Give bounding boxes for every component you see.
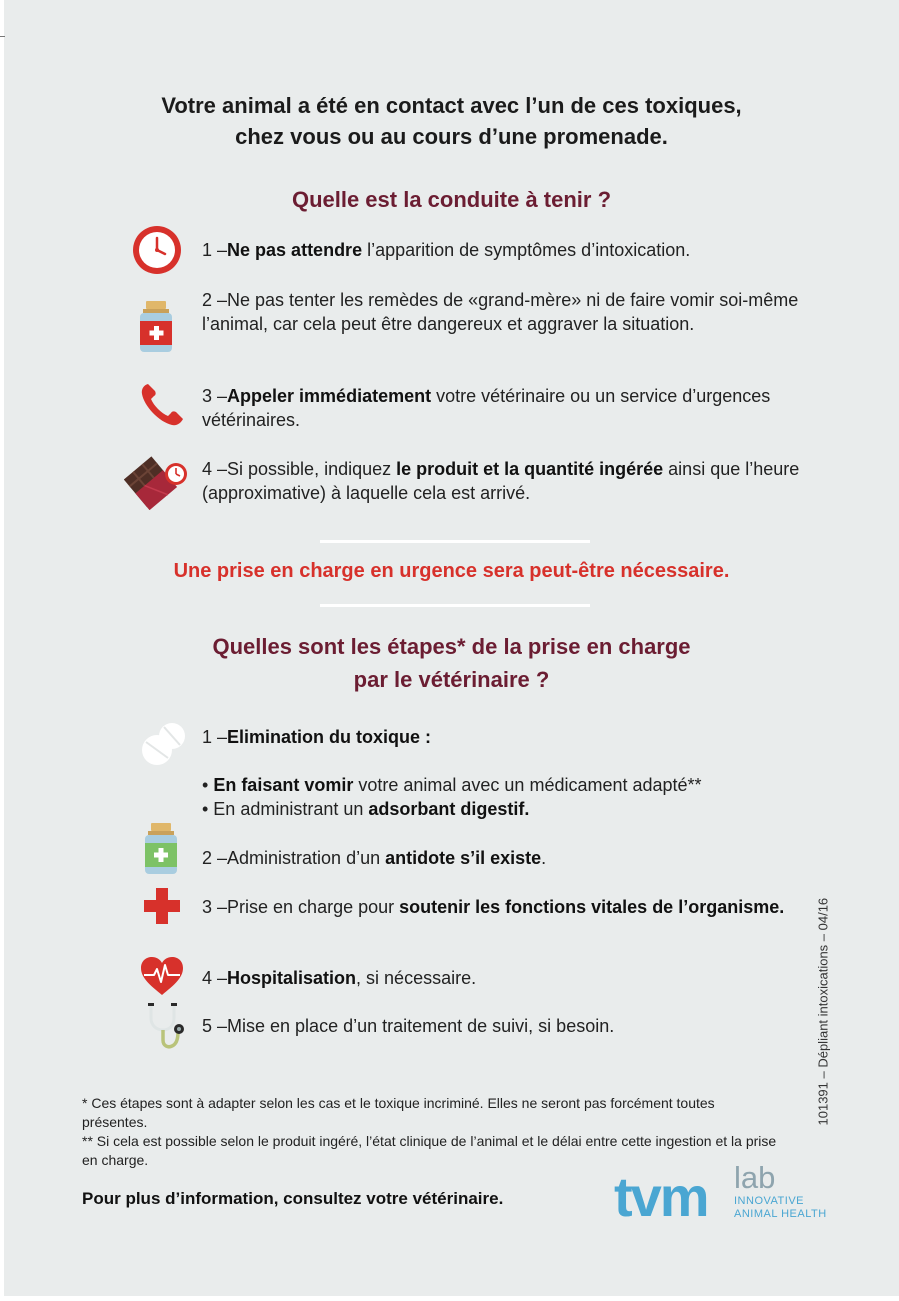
chocolate-clock-icon bbox=[124, 452, 190, 510]
conduct-item-3 bbox=[202, 384, 822, 432]
bullet-1-bold: En faisant vomir bbox=[213, 775, 354, 795]
leaflet-page bbox=[4, 0, 899, 1296]
step-3-bold: soutenir les fonctions vitales de l’organisme. bbox=[399, 897, 785, 917]
red-cross-icon bbox=[144, 888, 180, 924]
item-4-bold: le produit et la quantité ingérée bbox=[396, 459, 664, 479]
step-2-bold: antidote s’il existe bbox=[385, 848, 542, 868]
heartbeat-icon bbox=[140, 956, 184, 996]
logo-lab: lab bbox=[734, 1160, 776, 1195]
section2-title-line-2: par le vétérinaire ? bbox=[353, 667, 550, 692]
antidote-bottle-icon bbox=[143, 823, 179, 875]
item-4-prefix: 4 –Si possible, indiquez bbox=[202, 459, 397, 479]
item-1-bold: Ne pas attendre bbox=[227, 240, 363, 260]
logo-tvm: tvm bbox=[614, 1165, 708, 1228]
conduct-item-4 bbox=[202, 457, 827, 505]
stethoscope-icon bbox=[144, 1002, 190, 1050]
item-3-bold: Appeler immédiatement bbox=[227, 386, 432, 406]
step-3 bbox=[202, 895, 802, 919]
bullet-2-prefix: • En administrant un bbox=[202, 799, 369, 819]
section2-title-line-1: Quelles sont les étapes* de la prise en charge bbox=[212, 634, 691, 659]
urgent-notice: Une prise en charge en urgence sera peut-être nécessaire. bbox=[173, 560, 730, 582]
pills-icon bbox=[140, 722, 188, 766]
divider-bottom bbox=[320, 604, 590, 607]
step-1-bold: Elimination du toxique : bbox=[227, 727, 432, 747]
conduct-item-2: 2 –Ne pas tenter les remèdes de «grand-mère» ni de faire vomir soi-même l’animal, car cela peut être dangereux et aggraver la situation. bbox=[202, 290, 799, 334]
item-3-text: votre vétérinaire ou un service d’urgences vétérinaires. bbox=[202, 386, 771, 430]
logo-tagline-1: INNOVATIVE bbox=[734, 1195, 804, 1207]
step-4-prefix: 4 – bbox=[202, 968, 228, 988]
step-4-text: , si nécessaire. bbox=[356, 968, 477, 988]
section2-title bbox=[4, 630, 899, 696]
step-3-prefix: 3 –Prise en charge pour bbox=[202, 897, 400, 917]
header-title bbox=[4, 90, 899, 152]
footer-info: Pour plus d’information, consultez votre vétérinaire. bbox=[82, 1189, 504, 1208]
header-line-2: chez vous ou au cours d’une promenade. bbox=[235, 124, 668, 149]
step-4-bold: Hospitalisation bbox=[227, 968, 357, 988]
divider-top bbox=[320, 540, 590, 543]
item-3-prefix: 3 – bbox=[202, 386, 228, 406]
item-1-prefix: 1 – bbox=[202, 240, 228, 260]
logo-tagline-2: ANIMAL HEALTH bbox=[734, 1208, 827, 1220]
section1-title bbox=[4, 183, 899, 216]
step-1-bullet-2 bbox=[202, 797, 832, 821]
step-1-prefix: 1 – bbox=[202, 727, 228, 747]
footnote-2: ** Si cela est possible selon le produit ingéré, l’état clinique de l’animal et le délai entre cette ingestion et la prise en charge. bbox=[82, 1133, 777, 1168]
section1-title-text: Quelle est la conduite à tenir ? bbox=[291, 187, 612, 212]
document-reference: 101391 – Dépliant intoxications – 04/16 bbox=[815, 897, 831, 1126]
step-2-text: . bbox=[541, 848, 547, 868]
item-1-text: l’apparition de symptômes d’intoxication. bbox=[362, 240, 691, 260]
step-5: 5 –Mise en place d’un traitement de suivi, si besoin. bbox=[202, 1016, 615, 1036]
tvm-lab-logo bbox=[614, 1160, 834, 1228]
item-4-text: ainsi que l’heure (approximative) à laquelle cela est arrivé. bbox=[202, 459, 800, 503]
clock-icon bbox=[132, 225, 182, 275]
step-4 bbox=[202, 966, 832, 990]
medicine-bottle-icon bbox=[137, 301, 175, 353]
bullet-1-prefix: • bbox=[202, 775, 214, 795]
footnote-1: * Ces étapes sont à adapter selon les cas et le toxique incriminé. Elles ne seront pas forcément toutes présentes. bbox=[82, 1095, 715, 1130]
bullet-2-bold: adsorbant digestif. bbox=[368, 799, 530, 819]
bullet-1-text: votre animal avec un médicament adapté** bbox=[353, 775, 702, 795]
conduct-item-1 bbox=[202, 238, 832, 262]
crop-mark bbox=[0, 36, 5, 37]
step-2-prefix: 2 –Administration d’un bbox=[202, 848, 386, 868]
step-1 bbox=[202, 725, 832, 749]
header-line-1: Votre animal a été en contact avec l’un de ces toxiques, bbox=[161, 93, 742, 118]
step-1-bullet-1 bbox=[202, 773, 832, 797]
step-2 bbox=[202, 846, 832, 870]
phone-icon bbox=[139, 382, 185, 428]
